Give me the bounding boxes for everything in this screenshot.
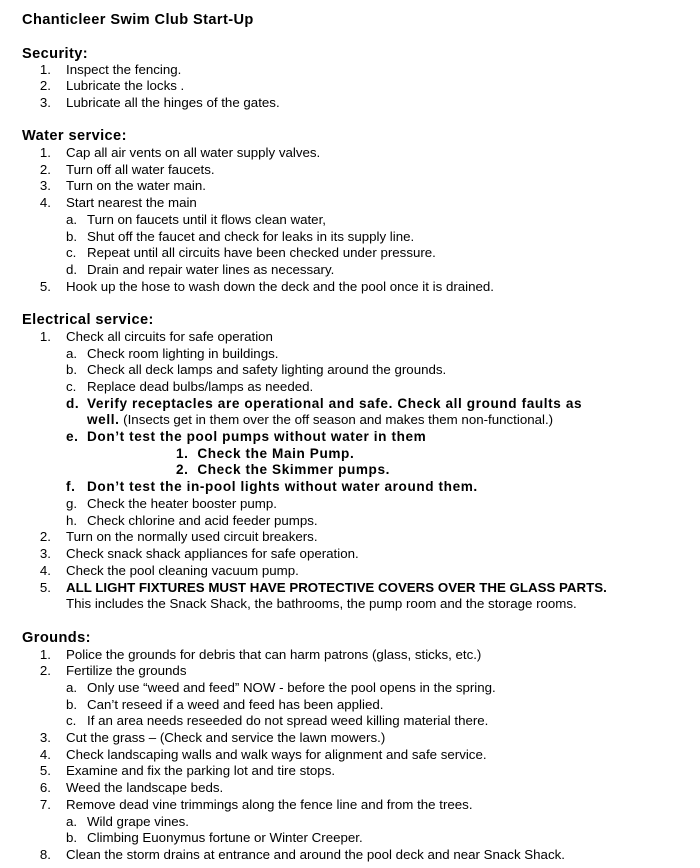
electrical-service-heading: Electrical service: <box>22 312 154 328</box>
list-item-continuation: This includes the Snack Shack, the bathrooms, the pump room and the storage rooms. <box>66 596 577 611</box>
document-title: Chanticleer Swim Club Start-Up <box>22 12 254 28</box>
grounds-heading: Grounds: <box>22 630 91 646</box>
security-heading: Security: <box>22 46 89 62</box>
sub-list-item-continuation: well. (Insects get in them over the off season and makes them non-functional.) <box>87 412 554 427</box>
water-service-heading: Water service: <box>22 128 127 144</box>
document-page: Chanticleer Swim Club Start-Up Security: 1. Inspect the fencing. 2. Lubricate the locks . 3. Lubricate all the hinges of the gates. Water service: 1. Cap all air vents on all water supply valves. 2. Turn off all water faucets. 3. Turn on the water main. 4. Start nearest the main a. Turn on faucets until it flows clean water, b. Shut off the faucet and check for leaks in its supply line. c. Repeat until all circuits have been checked under pressure. d. Drain and repair water lines as necessary. 5. Hook up the hose to wash down the deck and the pool once it is drained. Electrical service: 1. Check all circuits for safe operation a. Check room lighting in buildings. b. Check all deck lamps and safety lighting around the grounds. c. Replace dead bulbs/lamps as needed. d. Verify receptacles are operational and safe. Check all ground faults as well. (Insects get in them over the off season and makes them non-functional.) e. Don’t test the pool pumps without water in them 1. Check the Main Pump. 2. Check the Skimmer pumps. f. Don’t test the in-pool lights without water around them. g. Check the heater booster pump. h. Check chlorine and acid feeder pumps. 2. Turn on the normally used circuit breakers. 3. Check snack shack appliances for safe operation. 4. Check the pool cleaning vacuum pump. 5. ALL LIGHT FIXTURES MUST HAVE PROTECTIVE COVERS OVER THE GLASS PARTS. This includes the Snack Shack, the bathrooms, the pump room and the storage rooms. Grounds: 1. Police the grounds for debris that can harm patrons (glass, sticks, etc.) 2. Fertilize the grounds a. Only use “weed and feed” NOW - before the pool opens in the spring. b. Can’t reseed if a weed and feed has been applied. c. If an area needs reseeded do not spread weed killing material there. 3. Cut the grass – (Check and service the lawn mowers.) 4. Check landscaping walls and walk ways for alignment and safe service. 5. Examine and fix the parking lot and tire stops. 6. Weed the landscape beds. 7. Remove dead vine trimmings along the fence line and from the trees. a. Wild grape vines. b. Climbing Euonymus fortune or Winter Creeper. 8. Clean the storm drains at entrance and around the pool deck and near Snack Shack. <box>22 12 607 862</box>
